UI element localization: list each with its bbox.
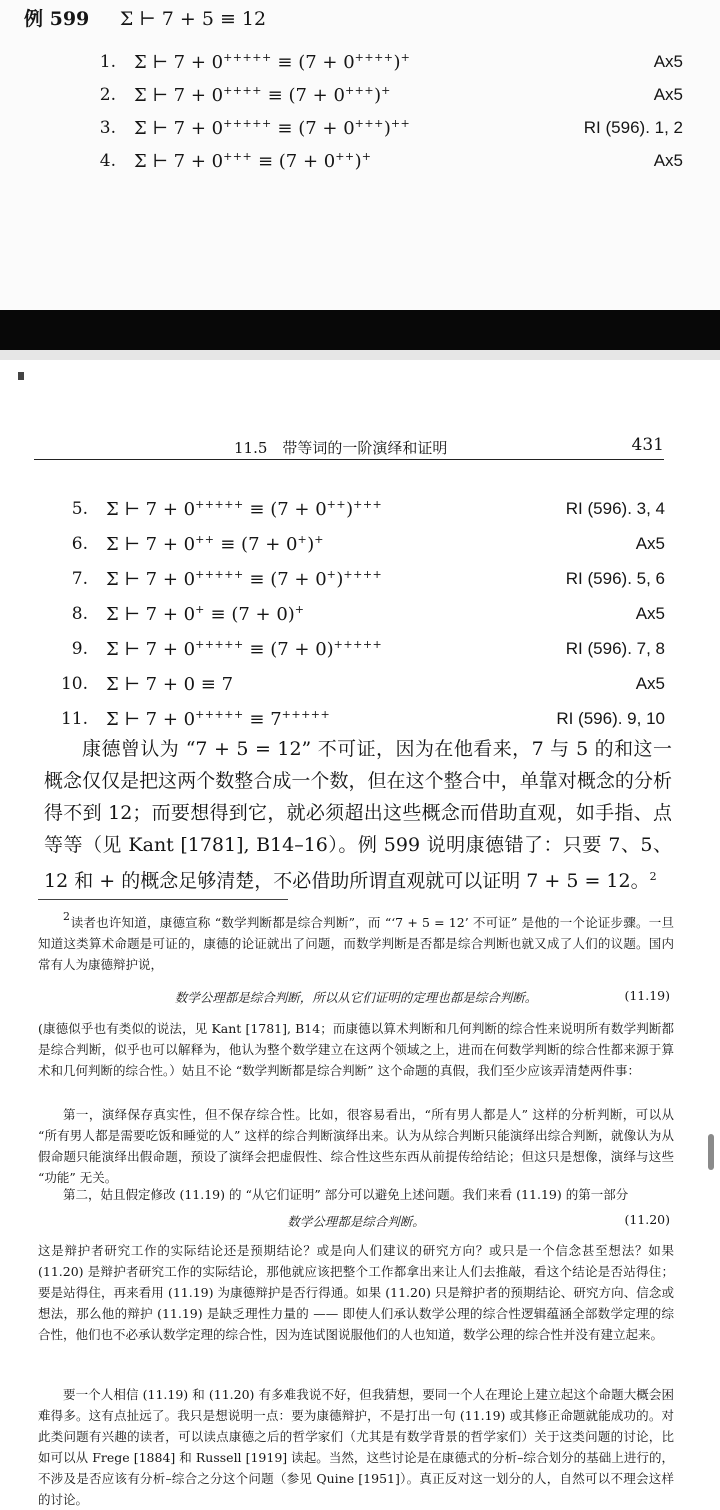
step-justification: Ax5 <box>635 604 665 623</box>
footnote-separator <box>38 899 288 900</box>
page-corner-mark <box>18 372 24 380</box>
step-justification: RI (596). 1, 2 <box>583 118 683 137</box>
step-justification: RI (596). 7, 8 <box>565 639 665 658</box>
screen-divider-band <box>0 310 720 350</box>
footnote-intro: 2读者也许知道，康德宣称 “数学判断都是综合判断”，而 “‘7 + 5 = 12’ 不可证” 是他的一个论证步骤。一旦知道这类算术命题是可证的，康德的论证就出了问题，而数学判断是否都是综合判断也就又成了人们的议题。国内常有人为康德辩护说， <box>38 910 674 972</box>
step-formula: Σ ⊢ 7 + 0+++++ ≡ 7+++++ <box>106 708 331 730</box>
footnote-paragraph-2: (康德似乎也有类似的说法，见 Kant [1781], B14；而康德以算术判断和几何判断的综合性来说明所有数学判断都是综合判断，似乎也可以解释为，他认为整个数学建立在这两个领域之上，进而在何数学判断的综合性都来源于算术和几何判断的综合性。）姑且不论 “数学判断都是综合判断” 这个命题的真假，我们至少应该弄清楚两件事： <box>38 1021 674 1078</box>
proof-step <box>86 80 683 110</box>
step-number: 6. <box>71 534 88 554</box>
footnote-paragraph-4: 第二，姑且假定修改 (11.19) 的 “从它们证明” 部分可以避免上述问题。我们来看 (11.19) 的第一部分 <box>63 1187 629 1202</box>
step-formula: Σ ⊢ 7 + 0++ ≡ (7 + 0+)+ <box>106 533 324 555</box>
proof-step <box>58 564 665 594</box>
example-statement: Σ ⊢ 7 + 5 ≡ 12 <box>119 8 267 30</box>
step-justification: RI (596). 3, 4 <box>565 499 665 518</box>
equation-11-20 <box>38 1212 674 1232</box>
step-justification: Ax5 <box>653 85 683 104</box>
footnote-paragraph-3: 第一，演绎保存真实性，但不保存综合性。比如，很容易看出，“所有男人都是人” 这样的分析判断，可以从 “所有男人都是需要吃饭和睡觉的人” 这样的综合判断演绎出来。认为从综合判断只能演绎出综合判断，就像认为从假命题只能演绎出假命题，预设了演绎会把虚假性、综合性这些东西从前提传给结论；但这只是想像，演绎与这些 “功能” 无关。 <box>38 1107 674 1185</box>
step-formula: Σ ⊢ 7 + 0++++ ≡ (7 + 0+++)+ <box>134 84 391 106</box>
step-justification: Ax5 <box>635 674 665 693</box>
step-number: 10. <box>60 674 88 694</box>
equation-number: (11.20) <box>624 1212 670 1227</box>
equation-text: 数学公理都是综合判断，所以从它们证明的定理也都是综合判断。 <box>174 990 538 1005</box>
proof-step <box>86 47 683 77</box>
proof-step <box>86 113 683 143</box>
step-number: 3. <box>99 118 116 138</box>
step-number: 5. <box>71 499 88 519</box>
main-paragraph: 康德曾认为 “7 + 5 = 12” 不可证，因为在他看来，7 与 5 的和这一概念仅仅是把这两个数整合成一个数，但在这个整合中，单靠对概念的分析得不到 12；而要想得到它，就必须超出这些概念而借助直观，如手指、点等等（见 Kant [1781], B14–16）。例 599 说明康德错了：只要 7、5、12 和 + 的概念足够清楚，不必借助所谓直观就可以证明 7 + 5 = 12。$^2$ <box>44 738 672 892</box>
step-formula: Σ ⊢ 7 + 0+++++ ≡ (7 + 0++++)+ <box>134 51 411 73</box>
step-number: 1. <box>99 52 116 72</box>
proof-step <box>58 494 665 524</box>
footnote-paragraph-6: 要一个人相信 (11.19) 和 (11.20) 有多难我说不好，但我猜想，要同一个人在理论上建立起这个命题大概会困难得多。这有点扯远了。我只是想说明一点：要为康德辩护，不是打出一句 (11.19) 或其修正命题就能成功的。对此类问题有兴趣的读者，可以读点康德之后的哲学家们（尤其是有数学背景的哲学家们）关于这类问题的讨论，比如可以从 Frege [1884] 和 Russell [1919] 读起。当然，这些讨论是在康德式的分析–综合划分的基础上进行的，不涉及是否应该有分析–综合之分这个问题（参见 Quine [1951]）。真正反对这一划分的人，自然可以不理会这样的讨论。 <box>38 1387 674 1507</box>
page-gap <box>0 350 720 360</box>
step-formula: Σ ⊢ 7 + 0+++ ≡ (7 + 0++)+ <box>134 150 372 172</box>
step-justification: Ax5 <box>653 52 683 71</box>
step-number: 11. <box>60 709 88 729</box>
running-header <box>34 437 664 460</box>
proof-step <box>58 704 665 734</box>
step-formula: Σ ⊢ 7 + 0+++++ ≡ (7 + 0++)+++ <box>106 498 383 520</box>
proof-step <box>58 634 665 664</box>
section-title: 11.5 带等词的一阶演绎和证明 <box>234 439 448 457</box>
step-number: 8. <box>71 604 88 624</box>
footnote-ref: 2 <box>649 870 658 883</box>
step-justification: RI (596). 9, 10 <box>556 709 665 728</box>
step-number: 9. <box>71 639 88 659</box>
equation-text: 数学公理都是综合判断。 <box>287 1214 425 1229</box>
proof-step <box>58 529 665 559</box>
step-justification: Ax5 <box>653 151 683 170</box>
step-formula: Σ ⊢ 7 + 0+++++ ≡ (7 + 0)+++++ <box>106 638 383 660</box>
equation-11-19 <box>38 988 674 1008</box>
step-justification: Ax5 <box>635 534 665 553</box>
step-formula: Σ ⊢ 7 + 0 ≡ 7 <box>106 674 234 695</box>
equation-number: (11.19) <box>624 988 670 1003</box>
proof-step <box>58 669 665 699</box>
page-number: 431 <box>631 435 664 455</box>
example-heading <box>24 4 266 31</box>
scrollbar-thumb[interactable] <box>708 1134 714 1170</box>
step-number: 4. <box>99 151 116 171</box>
step-number: 7. <box>71 569 88 589</box>
step-formula: Σ ⊢ 7 + 0+++++ ≡ (7 + 0+)++++ <box>106 568 383 590</box>
proof-step <box>58 599 665 629</box>
step-justification: RI (596). 5, 6 <box>565 569 665 588</box>
step-formula: Σ ⊢ 7 + 0+ ≡ (7 + 0)+ <box>106 603 305 625</box>
footnote-paragraph-5: 这是辩护者研究工作的实际结论还是预期结论？或是向人们建议的研究方向？或只是一个信念甚至想法？如果 (11.20) 是辩护者研究工作的实际结论，那他就应该把整个工作都拿出来让人们去推敲，看这个结论是否站得住；要是站得住，再来看用 (11.19) 为康德辩护是否行得通。如果 (11.20) 只是辩护者的预期结论、研究方向、信念或想法，那么他的辩护 (11.19) 是缺乏理性力量的 —— 即使人们承认数学公理的综合性逻辑蕴涵全部数学定理的综合性，他们也不必承认数学定理的综合性，因为连试图说服他们的人也知道，数学公理的综合性并没有建立起来。 <box>38 1243 674 1342</box>
step-number: 2. <box>99 85 116 105</box>
proof-step <box>86 146 683 176</box>
example-number: 例 599 <box>24 8 90 30</box>
step-formula: Σ ⊢ 7 + 0+++++ ≡ (7 + 0+++)++ <box>134 117 411 139</box>
